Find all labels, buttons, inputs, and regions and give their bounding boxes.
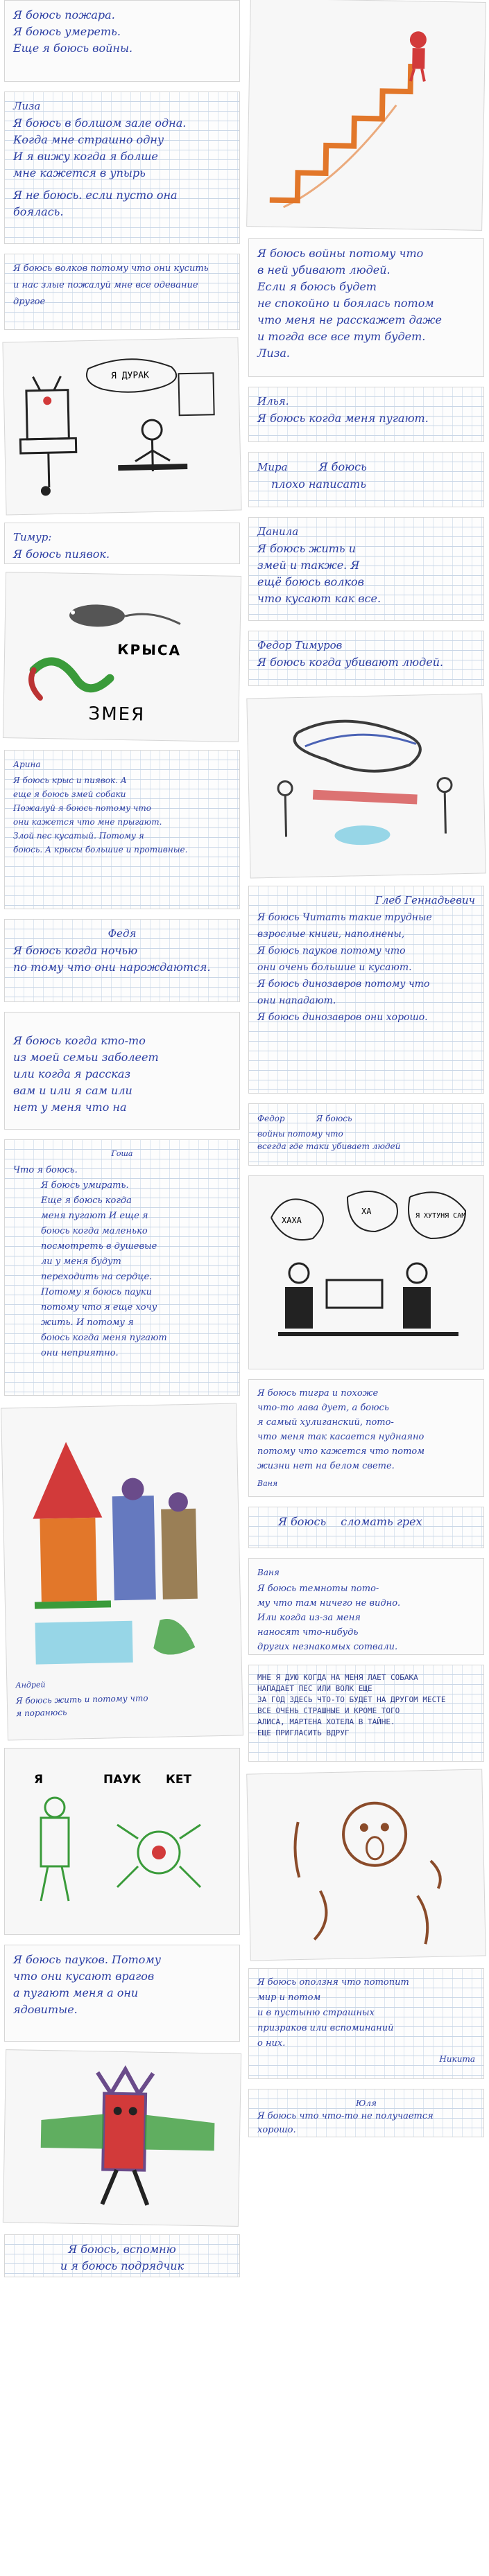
note-line: или когда я рассказ [13,1067,131,1080]
note-line: что-то лава дует, а боюсь [257,1403,389,1413]
note-line: Я боюсь динозавров они хорошо. [257,1012,428,1023]
note-author: Федор [257,1114,285,1123]
note-line: взрослые книги, наполнены, [257,929,405,940]
note-line: Я боюсь жить и потому что [15,1693,148,1706]
note-line: Я боюсь пауков потому что [257,945,406,956]
note-line: Я боюсь умереть. [13,25,121,38]
note-line: ВСЕ ОЧЕНЬ СТРАШНЫЕ И КРОМЕ ТОГО [257,1706,400,1715]
note-line: Я боюсь Читать такие трудные [257,912,432,923]
speech-bubble-text: Я ХУТУНЯ САМ [415,1212,466,1220]
note-card-wolves [4,254,240,330]
note-line: меня пугают И еще я [41,1211,148,1221]
note-line: Что я боюсь. [13,1165,78,1175]
note-line: жизни нет на белом свете. [257,1461,395,1471]
rat-label: КРЫСА [117,640,182,659]
note-line: Еще я боюсь когда [41,1195,132,1206]
note-line: Я боюсь пауков. Потому [13,1953,161,1966]
drawing-label: ПАУК [103,1773,141,1787]
note-card-bottom-left [4,2234,240,2277]
note-author: Ваня [257,1568,280,1577]
note-line: из моей семьи заболеет [13,1051,159,1064]
note-line: Я боюсь [318,460,367,473]
note-line: И я вижу когда я болше [13,150,158,163]
note-line: и я боюсь подрядчик [60,2259,185,2272]
note-line: Я боюсь, вспомню [68,2243,176,2256]
note-card-arina [4,750,240,909]
drawing-card-rat-snake [3,572,241,742]
note-card-liza-hall [4,91,240,244]
drawing-card-scribble [246,693,486,878]
note-line: они неприятно. [41,1348,119,1358]
note-line: МНЕ Я ДУЮ КОГДА НА МЕНЯ ЛАЕТ СОБАКА [257,1673,418,1682]
note-line: Я боюсь пожара. [13,8,115,21]
note-author: Никита [439,2054,475,2064]
note-line: войны потому что [257,1129,343,1139]
note-author: Лиза [13,100,41,112]
note-author: Юля [356,2099,377,2108]
speech-bubble-text: ХАХА [282,1216,302,1225]
drawing-label: КЕТ [166,1773,192,1787]
note-line: я поранюсь [16,1707,67,1719]
note-line: Я боюсь когда кто-то [13,1034,146,1047]
note-line: Злой пес кусатый. Потому я [13,831,144,841]
note-line: боялась. [13,205,64,218]
note-card-dog [248,1665,484,1762]
drawing-card-fool [2,337,241,515]
speech-bubble-text: ХА [361,1207,372,1216]
note-line: Я боюсь войны потому что [257,247,424,260]
note-line: ли у меня будут [41,1256,121,1267]
note-line: боюсь когда меня пугают [41,1333,167,1343]
note-line: я самый хулиганский, пото- [257,1417,394,1428]
note-line: плохо написать [271,477,366,491]
drawing-house-monsters-svg [10,1411,234,1679]
note-line: Я боюсь жить и [257,542,357,555]
note-line: мне кажется в упырь [13,166,146,179]
note-card-fears-fire [4,0,240,82]
note-author: Федор Тимуров [257,639,343,651]
note-line: Я боюсь оползня что потопит [257,1977,409,1988]
note-line: потому что я еще хочу [41,1302,157,1313]
note-line: Еще я боюсь войны. [13,42,133,55]
note-author: Мира [257,461,288,473]
note-line: Я боюсь когда меня пугают. [257,412,429,425]
note-line: по тому что они нарождаются. [13,961,211,974]
note-line: мир и потом [257,1992,321,2003]
note-card-war [248,238,484,377]
drawing-rat-snake-svg [12,579,234,733]
note-line: призраков или вспоминаний [257,2023,394,2033]
note-author: Арина [13,760,41,769]
note-line: Лиза. [257,347,291,360]
note-line: Я боюсь когда убивают людей. [257,656,444,669]
note-line: АЛИСА, МАРТЕНА ХОТЕЛА В ТАЙНЕ. [257,1717,395,1726]
note-line: Или когда из-за меня [257,1613,361,1623]
note-line: боюсь когда маленько [41,1226,148,1236]
note-line: а пугают меня а они [13,1986,139,1999]
note-line: они кажется что мне прыгают. [13,817,162,827]
speech-bubble-text: Я ДУРАК [110,370,150,382]
note-line: и в пустыню страшных [257,2008,375,2018]
drawing-faces-svg [255,1777,478,1952]
note-line: еще я боюсь змей собаки [13,789,126,799]
note-line: Я боюсь пиявок. [13,547,110,561]
note-line: переходить на сердце. [41,1272,153,1282]
note-line: они нападают. [257,995,336,1006]
note-line: ядовитые. [13,2003,78,2016]
note-line: наносят что-нибудь [257,1627,359,1638]
note-line: что они кусают врагов [13,1970,155,1983]
note-line: потому что кажется что потом [257,1446,425,1457]
note-line: Я боюсь [316,1114,352,1123]
note-line: не спокойно и боялась потом [257,297,434,310]
note-line: посмотреть в душевые [41,1241,157,1252]
note-line: Я боюсь тигра и похоже [257,1388,379,1399]
note-author: Андрей [15,1680,46,1690]
right-column [248,0,484,2147]
note-line: Я боюсь умирать. [41,1180,129,1191]
snake-label: ЗМЕЯ [88,703,146,726]
note-card-danila [248,517,484,621]
note-card-timur [4,523,240,564]
note-line: что меня так касается нуднаяно [257,1432,424,1442]
note-author: Гоша [111,1149,133,1158]
note-card-fedya [4,919,240,1002]
note-line: они очень большие и кусают. [257,962,412,973]
drawing-monster-svg [12,2057,234,2217]
note-card-yulya [248,2089,484,2137]
drawing-card-faces [246,1769,486,1961]
note-card-mira [248,452,484,507]
note-line: Я боюсь волков потому что они кусить [13,263,209,274]
note-line: сломать грех [341,1515,422,1528]
note-card-sin [248,1507,484,1548]
note-line: ЕЩЕ ПРИГЛАСИТЬ ВДРУГ [257,1728,350,1737]
note-card-tiger [248,1379,484,1497]
note-line: о них. [257,2038,286,2049]
drawing-fool-svg [12,345,234,507]
note-line: других незнакомых сотвали. [257,1642,398,1652]
note-line: НАПАДАЕТ ПЕС ИЛИ ВОЛК ЕЩЕ [257,1684,372,1693]
drawing-laughing-svg [257,1183,477,1360]
note-line: Я боюсь [278,1515,327,1528]
note-author: Данила [257,525,299,538]
note-line: нет у меня что на [13,1101,127,1114]
note-line: Потому я боюсь пауки [41,1287,153,1297]
note-line: вам и или я сам или [13,1084,132,1097]
note-line: ещё боюсь волков [257,575,364,588]
drawing-card-spider [4,1748,240,1935]
drawing-card-house-monsters [1,1403,243,1740]
drawing-stairs-svg [255,6,478,221]
drawing-card-monster [3,2049,241,2227]
note-line: Я боюсь динозавров потому что [257,979,430,990]
note-line: Если я боюсь будет [257,280,377,293]
drawing-scribble-svg [256,701,479,870]
note-line: в ней убивают людей. [257,263,391,277]
note-author: Федя [108,927,137,940]
note-line: Пожалуй я боюсь потому что [13,803,151,813]
note-card-vanya [248,1558,484,1655]
drawing-card-laughing [248,1175,484,1369]
note-line: Я боюсь крыс и пиявок. А [13,776,127,785]
left-column [4,0,240,2287]
note-line: и тогда все все тут будет. [257,330,426,343]
note-author: Ваня [257,1479,278,1488]
note-line: другое [13,297,46,307]
note-line: Когда мне страшно одну [13,133,164,146]
note-author: Глеб Геннадьевич [375,894,475,906]
note-line: ЗА ГОД ЗДЕСЬ ЧТО-ТО БУДЕТ НА ДРУГОМ МЕСТЕ [257,1695,446,1704]
note-line: му что там ничего не видно. [257,1598,401,1609]
drawing-label: Я [34,1773,44,1787]
note-author: Тимур: [13,531,52,543]
note-line: Я боюсь в болшом зале одна. [13,116,187,130]
note-line: Я боюсь когда ночью [13,944,138,957]
note-line: что меня не расскажет даже [257,313,442,326]
note-line: Я боюсь темноты пото- [257,1584,379,1594]
note-line: боюсь. А крысы большие и противные. [13,845,188,855]
note-line: Я не боюсь. если пусто она [13,189,178,202]
note-line: Я боюсь что что-то не получается [257,2111,434,2121]
note-card-ilya [248,387,484,442]
note-card-gleb [248,886,484,1094]
note-line: всегда где таки убивает людей [257,1141,401,1151]
note-card-family [4,1012,240,1130]
note-line: и нас злые пожалуй мне все одевание [13,280,198,290]
drawing-card-stairs [246,0,486,231]
drawing-spider-svg [13,1755,232,1926]
note-line: хорошо. [257,2125,296,2135]
note-card-gosha [4,1139,240,1396]
note-line: жить. И потому я [41,1317,134,1328]
note-card-fedor-timurov [248,631,484,686]
note-card-spiders [4,1945,240,2042]
note-card-fedor [248,1103,484,1166]
note-line: что кусают как все. [257,592,381,605]
note-card-landslide [248,1968,484,2079]
note-author: Илья. [257,395,289,408]
note-line: змей и также. Я [257,559,360,572]
